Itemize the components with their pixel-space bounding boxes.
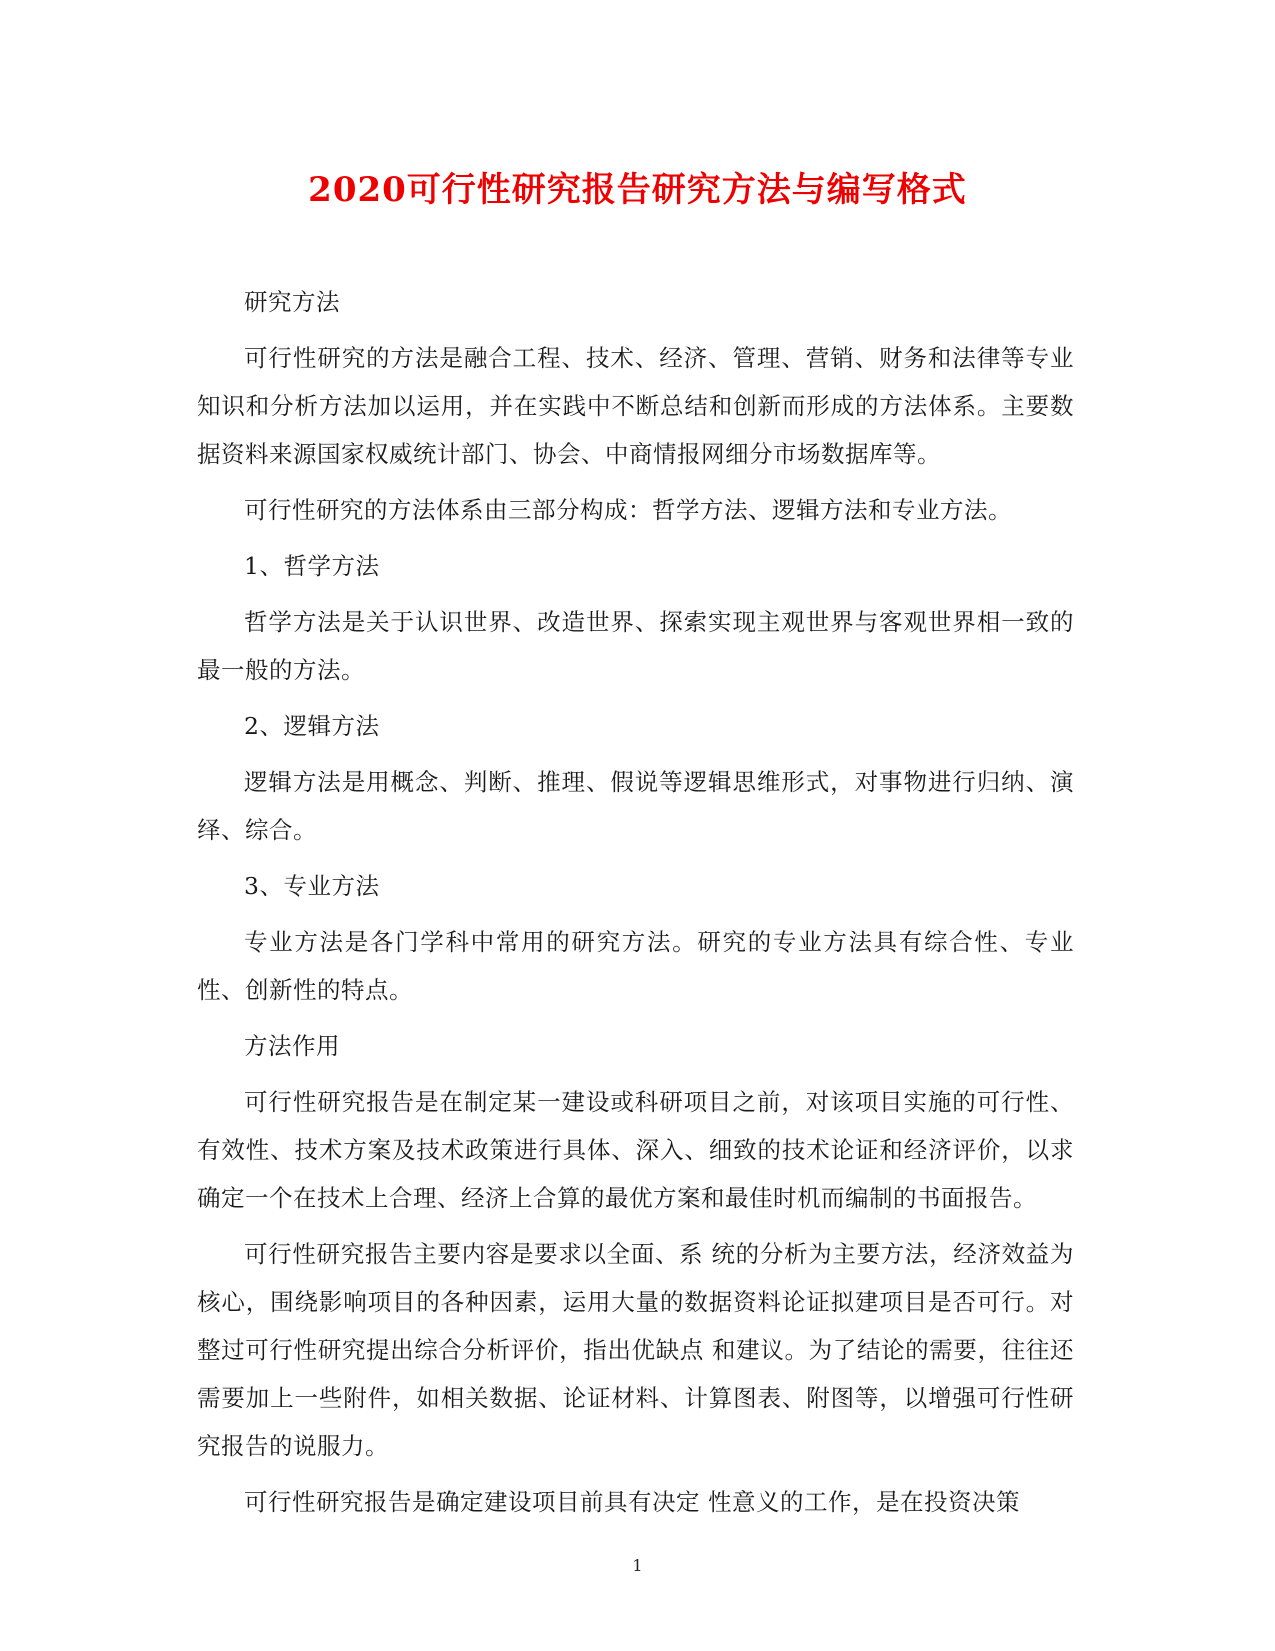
document-body: [197, 278, 1074, 1534]
section-heading: 方法作用: [244, 1032, 340, 1060]
section-heading: 研究方法: [244, 288, 340, 316]
body-paragraph: 可行性研究报告是在制定某一建设或科研项目之前，对该项目实施的可行性、有效性、技术方案及技术政策进行具体、深入、细致的技术论证和经济评价，以求确定一个在技术上合理、经济上合算的最优方案和最佳时机而编制的书面报告。: [197, 1088, 1074, 1212]
body-paragraph: 可行性研究的方法是融合工程、技术、经济、管理、营销、财务和法律等专业知识和分析方法加以运用，并在实践中不断总结和创新而形成的方法体系。主要数据资料来源国家权威统计部门、协会、中商情报网细分市场数据库等。: [197, 344, 1074, 468]
body-paragraph: 可行性研究报告是确定建设项目前具有决定 性意义的工作，是在投资决策: [244, 1488, 1020, 1516]
body-paragraph: 可行性研究的方法体系由三部分构成：哲学方法、逻辑方法和专业方法。: [244, 496, 1012, 524]
document-title: 2020可行性研究报告研究方法与编写格式: [308, 170, 967, 210]
section-heading: 2、逻辑方法: [244, 712, 380, 740]
section-heading: 1、哲学方法: [244, 552, 380, 580]
body-paragraph: 逻辑方法是用概念、判断、推理、假说等逻辑思维形式，对事物进行归纳、演绎、综合。: [197, 768, 1074, 844]
body-paragraph: 可行性研究报告主要内容是要求以全面、系 统的分析为主要方法，经济效益为核心，围绕影响项目的各种因素，运用大量的数据资料论证拟建项目是否可行。对整过可行性研究提出综合分析评价，指出优缺点 和建议。为了结论的需要，往往还需要加上一些附件，如相关数据、论证材料、计算图表、附图等，以增强可行性研究报告的说服力。: [197, 1240, 1074, 1460]
body-paragraph: 哲学方法是关于认识世界、改造世界、探索实现主观世界与客观世界相一致的最一般的方法。: [197, 608, 1074, 684]
section-heading: 3、专业方法: [244, 872, 380, 900]
page-number: 1: [632, 1556, 643, 1575]
body-paragraph: 专业方法是各门学科中常用的研究方法。研究的专业方法具有综合性、专业性、创新性的特点。: [197, 928, 1074, 1004]
